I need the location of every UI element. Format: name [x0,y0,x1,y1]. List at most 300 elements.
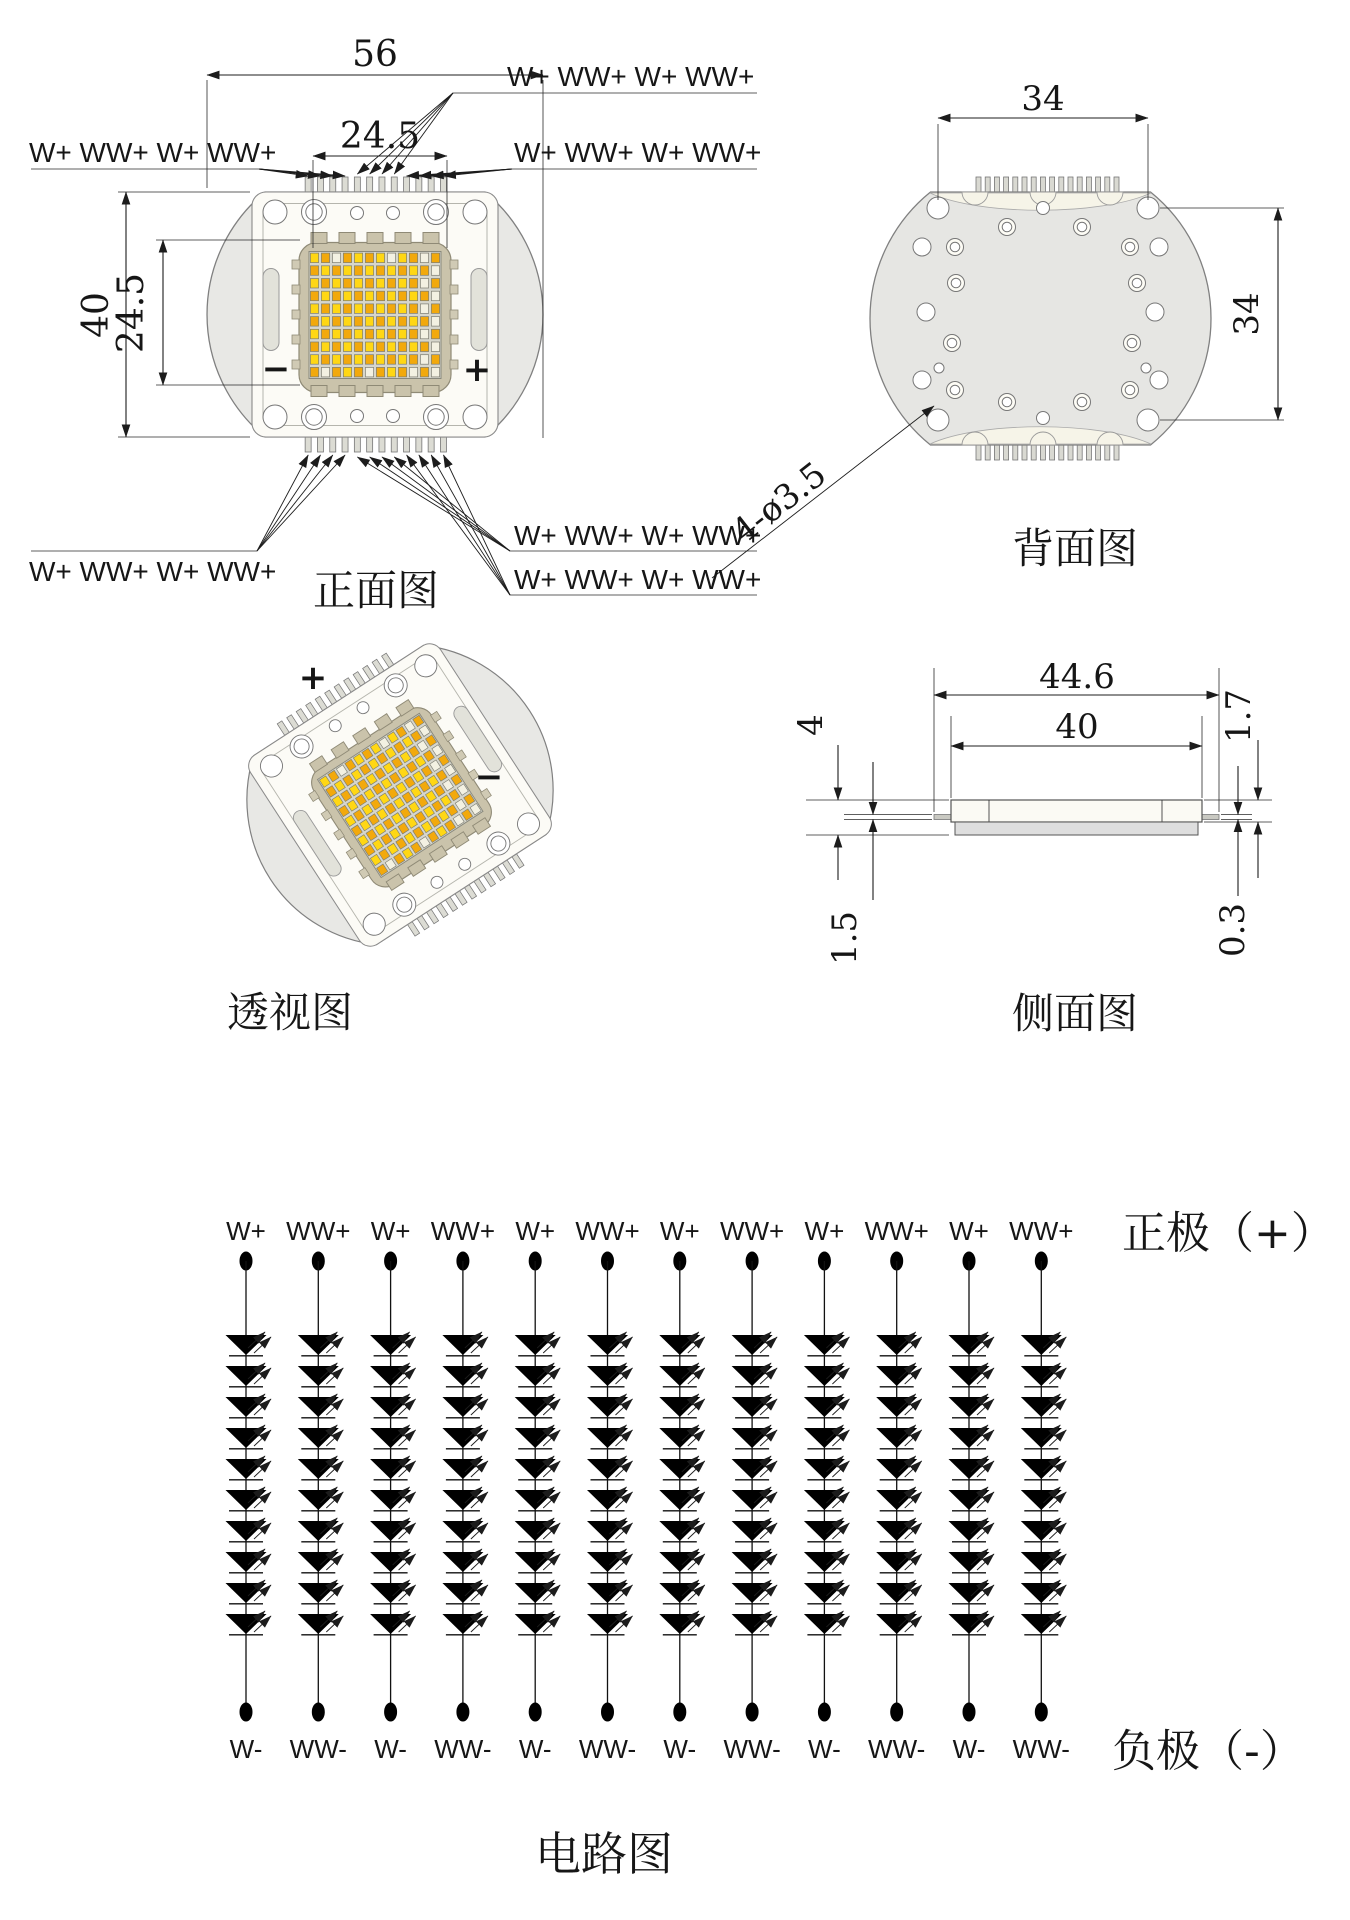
led-diode-symbol [804,1552,845,1572]
led-cell [365,266,373,276]
led-cell [310,279,318,289]
terminal-dot [601,1703,614,1722]
led-diode-symbol [804,1397,845,1417]
led-cell [310,367,318,377]
side-dim-body-h: 1.7 [1219,688,1259,744]
small-hole [387,410,400,423]
pin [1096,444,1101,460]
led-diode-symbol [515,1459,556,1479]
bond-tab [292,310,300,319]
led-diode-symbol [515,1428,556,1448]
led-diode-symbol [732,1490,773,1510]
led-cell [431,342,439,352]
terminal-dot [673,1703,686,1722]
led-diode-symbol [659,1397,700,1417]
pin [1059,444,1064,460]
led-diode-symbol [1021,1521,1062,1541]
led-diode-symbol [659,1459,700,1479]
mounting-hole [913,238,931,256]
pin [1096,177,1101,193]
pad-hole-ring [947,338,957,348]
led-diode-symbol [659,1552,700,1572]
led-cell [310,291,318,301]
front-label-bottom-right-2: W+ WW+ W+ WW+ [514,564,762,595]
substrate-tab [367,386,383,397]
led-diode-symbol [949,1583,990,1603]
led-diode-symbol [659,1521,700,1541]
led-cell [354,304,362,314]
led-cell [354,317,362,327]
pin [416,436,422,452]
led-cell [321,253,329,263]
front-module [207,177,543,452]
pin [342,177,348,193]
led-cell [409,355,417,365]
led-cell [365,342,373,352]
mounting-hole [1150,371,1168,389]
substrate-tab [395,386,411,397]
led-diode-symbol [226,1552,267,1572]
terminal-dot [384,1703,397,1722]
led-cell [387,355,395,365]
led-cell [376,291,384,301]
terminal-label-top: WW+ [286,1216,351,1246]
led-cell [354,291,362,301]
led-cell [365,304,373,314]
pin [1105,444,1110,460]
terminal-label-bottom: W- [374,1734,407,1764]
led-cell [376,279,384,289]
pin [354,177,360,193]
front-label-bottom-right-1: W+ WW+ W+ WW+ [514,520,762,551]
led-diode-symbol [370,1366,411,1386]
mounting-hole [1141,363,1151,373]
terminal-dot [746,1703,759,1722]
led-cell [431,291,439,301]
led-cell [398,355,406,365]
leader-arrow [357,457,510,551]
pin [428,436,434,452]
terminal-label-bottom: WW- [868,1734,926,1764]
mounting-hole [1146,303,1164,321]
right-slot [471,269,487,351]
led-cell [420,279,428,289]
led-diode-symbol [587,1614,628,1634]
led-diode-symbol [659,1335,700,1355]
led-cell [387,279,395,289]
led-diode-symbol [1021,1583,1062,1603]
pin [1050,177,1055,193]
led-diode-symbol [587,1397,628,1417]
led-diode-symbol [949,1552,990,1572]
pin [994,444,999,460]
pin [317,177,323,193]
small-hole [351,410,364,423]
pin [1013,444,1018,460]
led-diode-symbol [876,1583,917,1603]
led-cell [409,342,417,352]
leader-arrow [431,455,510,595]
pin [367,436,373,452]
led-diode-symbol [732,1521,773,1541]
pin [1105,177,1110,193]
led-cell [387,253,395,263]
led-cell [387,342,395,352]
led-diode-symbol [587,1583,628,1603]
led-cell [321,266,329,276]
perspective-view-caption: 透视图 [226,988,354,1037]
screw-hole-ring [428,204,444,220]
led-diode-symbol [442,1521,483,1541]
led-diode-symbol [442,1428,483,1448]
led-diode-symbol [442,1552,483,1572]
led-diode-symbol [732,1459,773,1479]
back-view-caption: 背面图 [1011,524,1139,573]
pin [1050,444,1055,460]
pin [379,177,385,193]
pin [404,177,410,193]
terminal-dot [456,1703,469,1722]
terminal-label-top: W+ [949,1216,989,1246]
bond-tab [450,360,458,369]
pad-hole-ring [1125,385,1135,395]
led-diode-symbol [226,1366,267,1386]
led-diode-symbol [732,1614,773,1634]
led-diode-symbol [876,1459,917,1479]
led-diode-symbol [370,1552,411,1572]
front-minus-mark: − [261,349,291,389]
led-cell [332,291,340,301]
terminal-label-bottom: WW- [434,1734,492,1764]
pin [1040,177,1045,193]
terminal-dot [312,1703,325,1722]
ear-hole [263,405,287,429]
led-cell [310,266,318,276]
led-diode-symbol [876,1490,917,1510]
pad-hole-ring [950,385,960,395]
led-cell [398,367,406,377]
pad-hole-ring [1127,338,1137,348]
led-cell [365,355,373,365]
screw-hole-ring [306,204,322,220]
led-cell [398,304,406,314]
pad-hole-ring [1077,222,1087,232]
terminal-label-top: W+ [370,1216,411,1246]
pin [985,177,990,193]
led-diode-symbol [370,1521,411,1541]
led-diode-symbol [587,1490,628,1510]
left-slot [263,269,279,351]
led-cell [354,355,362,365]
dim-overall-height: 40 [76,292,117,338]
led-cell [321,304,329,314]
led-diode-symbol [442,1490,483,1510]
led-cell [343,279,351,289]
terminal-label-top: W+ [515,1216,556,1246]
led-diode-symbol [587,1335,628,1355]
side-dim-pin-h: 0.3 [1213,902,1253,958]
terminal-dot [890,1703,903,1722]
front-label-bottom-left: W+ WW+ W+ WW+ [29,556,277,587]
screw-hole-ring [428,409,444,425]
led-cell [398,317,406,327]
led-cell [343,266,351,276]
bond-tab [292,360,300,369]
led-cell [431,317,439,327]
led-diode-symbol [949,1335,990,1355]
led-diode-symbol [515,1397,556,1417]
led-cell [332,279,340,289]
circuit-caption: 电路图 [535,1827,673,1881]
led-cell [398,291,406,301]
leader-arrow [257,455,333,551]
led-cell [409,253,417,263]
led-diode-symbol [298,1428,339,1448]
pin [1068,177,1073,193]
led-diode-symbol [1021,1459,1062,1479]
led-diode-symbol [226,1335,267,1355]
led-cell [376,329,384,339]
led-cell [354,342,362,352]
led-cell [398,342,406,352]
pin [440,177,446,193]
led-cell [321,279,329,289]
bond-tab [450,260,458,269]
side-base [955,822,1198,835]
led-diode-symbol [949,1459,990,1479]
terminal-dot [963,1703,976,1722]
led-cell [387,304,395,314]
circuit-positive-label: 正极（+） [1122,1208,1335,1259]
led-cell [431,329,439,339]
pin [305,436,311,452]
side-dim-overall-len: 44.6 [1039,657,1115,697]
pin [1004,444,1009,460]
pin [994,177,999,193]
back-dim-hole-span-v: 34 [1227,292,1267,336]
led-cell [310,342,318,352]
led-cell [343,355,351,365]
terminal-label-top: WW+ [719,1216,785,1246]
led-cell [376,342,384,352]
led-cell [376,253,384,263]
substrate-tab [311,386,327,397]
pin [1059,177,1064,193]
pin [379,436,385,452]
led-diode-symbol [804,1521,845,1541]
mounting-hole [1037,202,1050,215]
led-diode-symbol [298,1583,339,1603]
pin [404,436,410,452]
led-diode-symbol [515,1583,556,1603]
leader-arrow [382,457,510,551]
led-cell [354,367,362,377]
led-diode-symbol [1021,1428,1062,1448]
led-diode-symbol [298,1552,339,1572]
led-diode-symbol [226,1614,267,1634]
led-diode-symbol [659,1614,700,1634]
substrate-tab [367,233,383,244]
pin [416,177,422,193]
led-cell [420,329,428,339]
led-diode-symbol [949,1428,990,1448]
pad-hole-ring [1132,278,1142,288]
led-diode-symbol [442,1614,483,1634]
led-cell [409,317,417,327]
led-diode-symbol [876,1552,917,1572]
dim-overall-width: 56 [352,34,398,75]
led-cell [310,355,318,365]
terminal-label-bottom: W- [952,1734,986,1764]
led-diode-symbol [515,1335,556,1355]
terminal-label-top: WW+ [575,1216,640,1246]
pin [976,444,981,460]
led-cell [376,317,384,327]
leader-arrow [257,455,345,551]
led-cell [365,317,373,327]
pin [1013,177,1018,193]
pin [330,436,336,452]
led-diode-symbol [876,1335,917,1355]
side-dim-total-h: 4 [791,714,831,736]
terminal-label-bottom: W- [663,1734,697,1764]
led-cell [376,355,384,365]
side-dim-base-h: 1.5 [825,910,865,966]
leader-arrow [394,457,510,551]
perspective-view [201,605,598,986]
dim-led-height: 24.5 [111,272,152,354]
pad-hole-ring [1002,397,1012,407]
pin [1031,177,1036,193]
screw-hole-ring [306,409,322,425]
led-cell [398,279,406,289]
led-cell [387,329,395,339]
substrate-tab [339,233,355,244]
led-diode-symbol [804,1583,845,1603]
led-cell [431,253,439,263]
small-hole [351,207,364,220]
leader-arrow [444,455,511,595]
led-cell [409,279,417,289]
circuit-diagram [226,1216,1074,1764]
pin [367,177,373,193]
substrate-tab [395,233,411,244]
led-cell [409,266,417,276]
led-cell [420,317,428,327]
led-diode-symbol [1021,1366,1062,1386]
led-cell [365,291,373,301]
led-diode-symbol [298,1490,339,1510]
led-diode-symbol [659,1490,700,1510]
pin [985,444,990,460]
led-cell [332,266,340,276]
pin [934,815,952,820]
terminal-label-bottom: W- [808,1734,841,1764]
led-cell [332,355,340,365]
terminal-label-top: W+ [226,1216,266,1246]
pin [1086,444,1091,460]
led-cell [409,291,417,301]
led-cell [420,342,428,352]
leader-arrow [257,455,321,551]
led-cell [343,317,351,327]
front-view [207,177,543,452]
front-label-top-left: W+ WW+ W+ WW+ [29,137,277,168]
led-diode-symbol [226,1583,267,1603]
led-diode-symbol [515,1366,556,1386]
led-diode-symbol [876,1521,917,1541]
pin [1201,815,1219,820]
pin [1077,177,1082,193]
led-cell [365,367,373,377]
led-diode-symbol [370,1459,411,1479]
led-diode-symbol [515,1552,556,1572]
led-diode-symbol [298,1397,339,1417]
bond-tab [450,310,458,319]
led-diode-symbol [226,1521,267,1541]
led-cell [365,329,373,339]
led-cell [332,329,340,339]
led-cell [310,304,318,314]
led-cell [420,304,428,314]
led-diode-symbol [732,1335,773,1355]
led-diode-symbol [949,1397,990,1417]
pin [330,177,336,193]
side-view [806,668,1272,900]
led-diode-symbol [804,1366,845,1386]
led-diode-symbol [442,1366,483,1386]
led-cell [420,291,428,301]
circuit-negative-label: 负极（-） [1112,1726,1304,1777]
pin [391,177,397,193]
terminal-label-bottom: WW- [1012,1734,1070,1764]
led-cell [387,317,395,327]
led-diode-symbol [226,1428,267,1448]
pin [1114,177,1119,193]
led-cell [354,266,362,276]
led-diode-symbol [442,1459,483,1479]
pin [1040,444,1045,460]
bond-tab [292,260,300,269]
led-cell [343,253,351,263]
led-cell [398,329,406,339]
mounting-hole [1037,412,1050,425]
small-hole [387,207,400,220]
terminal-label-top: W+ [804,1216,845,1246]
led-cell [376,367,384,377]
led-cell [332,342,340,352]
terminal-dot [529,1703,542,1722]
led-diode-symbol [1021,1490,1062,1510]
pad-hole-ring [951,278,961,288]
led-cell [343,329,351,339]
led-diode-symbol [515,1614,556,1634]
mounting-hole [1137,409,1159,431]
led-cell [354,253,362,263]
led-diode-symbol [587,1366,628,1386]
perspective-plus-mark: + [298,658,328,698]
led-cell [387,367,395,377]
led-cell [409,329,417,339]
terminal-label-top: WW+ [1009,1216,1074,1246]
led-diode-symbol [732,1552,773,1572]
led-cell [321,342,329,352]
led-cell [332,253,340,263]
mounting-hole [917,303,935,321]
pin [1022,444,1027,460]
led-cell [409,304,417,314]
led-diode-symbol [804,1614,845,1634]
